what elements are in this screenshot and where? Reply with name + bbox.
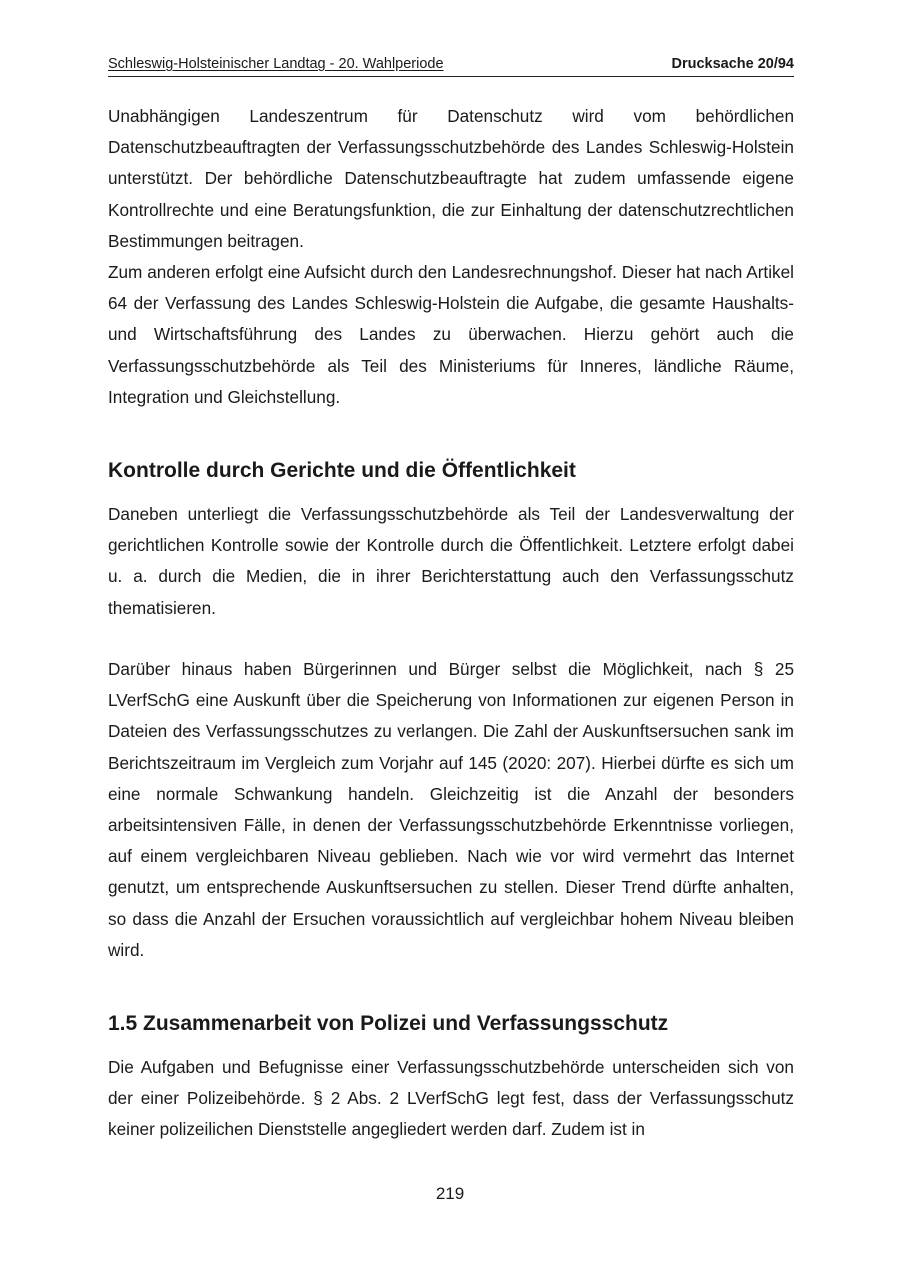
section-heading-kontrolle: Kontrolle durch Gerichte und die Öffentlichkeit <box>108 459 576 482</box>
paragraph-landesrechnungshof: Zum anderen erfolgt eine Aufsicht durch den Landesrechnungshof. Dieser hat nach Artikel 64 der Verfassung des Landes Schleswig-Holstein die Aufgabe, die gesamte Haushalts- und Wirtschaftsführung des Landes zu überwachen. Hierzu gehört auch die Verfassungsschutzbehörde als Teil des Ministeriums für Inneres, ländliche Räume, Integration und Gleichstellung. <box>108 262 794 407</box>
paragraph-aufgaben-befugnisse: Die Aufgaben und Befugnisse einer Verfassungsschutzbehörde unterscheiden sich von der einer Polizeibehörde. § 2 Abs. 2 LVerfSchG legt fest, dass der Verfassungsschutz keiner polizeilichen Dienststelle angegliedert werden darf. Zudem ist in <box>108 1057 794 1140</box>
header-document-number: Drucksache 20/94 <box>671 56 794 72</box>
running-header <box>108 54 794 77</box>
header-left-title: Schleswig-Holsteinischer Landtag - 20. Wahlperiode <box>108 56 444 72</box>
section-heading-zusammenarbeit: 1.5 Zusammenarbeit von Polizei und Verfassungsschutz <box>108 1012 669 1035</box>
page-number: 219 <box>435 1184 465 1203</box>
paragraph-auskunftsersuchen: Darüber hinaus haben Bürgerinnen und Bürger selbst die Möglichkeit, nach § 25 LVerfSchG eine Auskunft über die Speicherung von Informationen zur eigenen Person in Dateien des Verfassungsschutzes zu verlangen. Die Zahl der Auskunftsersuchen sank im Berichtszeitraum im Vergleich zum Vorjahr auf 145 (2020: 207). Hierbei dürfte es sich um eine normale Schwankung handeln. Gleichzeitig ist die Anzahl der besonders arbeitsintensiven Fälle, in denen der Verfassungsschutzbehörde Erkenntnisse vorliegen, auf einem vergleichbaren Niveau geblieben. Nach wie vor wird vermehrt das Internet genutzt, um entsprechende Auskunftsersuchen zu stellen. Dieser Trend dürfte anhalten, so dass die Anzahl der Ersuchen voraussichtlich auf vergleichbar hohem Niveau bleiben wird. <box>108 659 794 960</box>
paragraph-gerichtliche-kontrolle: Daneben unterliegt die Verfassungsschutzbehörde als Teil der Landesverwaltung der gerichtlichen Kontrolle sowie der Kontrolle durch die Öffentlichkeit. Letztere erfolgt dabei u. a. durch die Medien, die in ihrer Berichterstattung auch den Verfassungsschutz thematisieren. <box>108 504 794 618</box>
paragraph-datenschutz: Unabhängigen Landeszentrum für Datenschutz wird vom behördlichen Datenschutzbeauftragten der Verfassungsschutzbehörde des Landes Schleswig-Holstein unterstützt. Der behördliche Datenschutzbeauftragte hat zudem umfassende eigene Kontrollrechte und eine Beratungsfunktion, die zur Einhaltung der datenschutzrechtlichen Bestimmungen beitragen. <box>108 106 794 251</box>
